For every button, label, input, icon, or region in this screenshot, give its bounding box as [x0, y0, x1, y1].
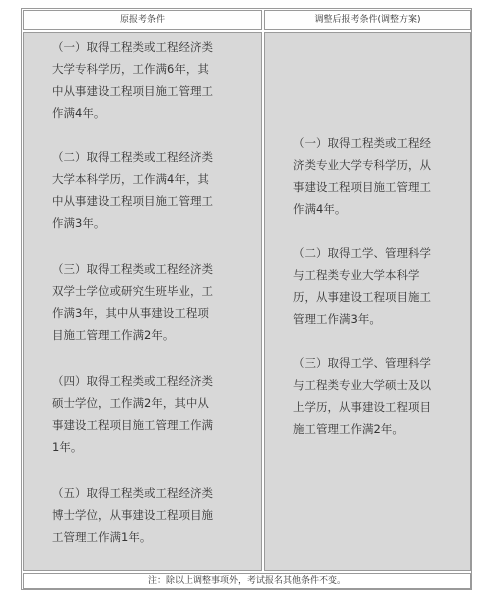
adjusted-condition-2: （二）取得工学、管理科学 与工程类专业大学本科学 历，从事建设工程项目施工 管理工作满3年。: [293, 246, 431, 326]
original-condition-3: （三）取得工程类或工程经济类 双学士学位或研究生班毕业，工 作满3年，其中从事建设工程项 目施工管理工作满2年。: [52, 262, 213, 342]
header-original-conditions: 原报考条件: [23, 10, 262, 30]
original-conditions-cell: [23, 32, 262, 571]
original-condition-2: （二）取得工程类或工程经济类 大学本科学历，工作满4年，其 中从事建设工程项目施工管理工 作满3年。: [52, 150, 213, 230]
adjusted-condition-3: （三）取得工学、管理科学 与工程类专业大学硕士及以 上学历，从事建设工程项目 施工管理工作满2年。: [293, 356, 431, 436]
adjusted-condition-1: （一）取得工程类或工程经 济类专业大学专科学历，从 事建设工程项目施工管理工 作满4年。: [293, 136, 431, 216]
conditions-table: [21, 8, 472, 590]
original-condition-4: （四）取得工程类或工程经济类 硕士学位，工作满2年，其中从 事建设工程项目施工管理工作满 1年。: [52, 374, 213, 454]
original-condition-5: （五）取得工程类或工程经济类 博士学位，从事建设工程项目施 工管理工作满1年。: [52, 486, 213, 544]
original-condition-1: （一）取得工程类或工程经济类 大学专科学历，工作满6年，其 中从事建设工程项目施工管理工 作满4年。: [52, 40, 213, 120]
footer-note: 注：除以上调整事项外，考试报名其他条件不变。: [23, 573, 471, 589]
header-adjusted-conditions: 调整后报考条件(调整方案): [264, 10, 471, 30]
adjusted-conditions-cell: [264, 32, 471, 571]
